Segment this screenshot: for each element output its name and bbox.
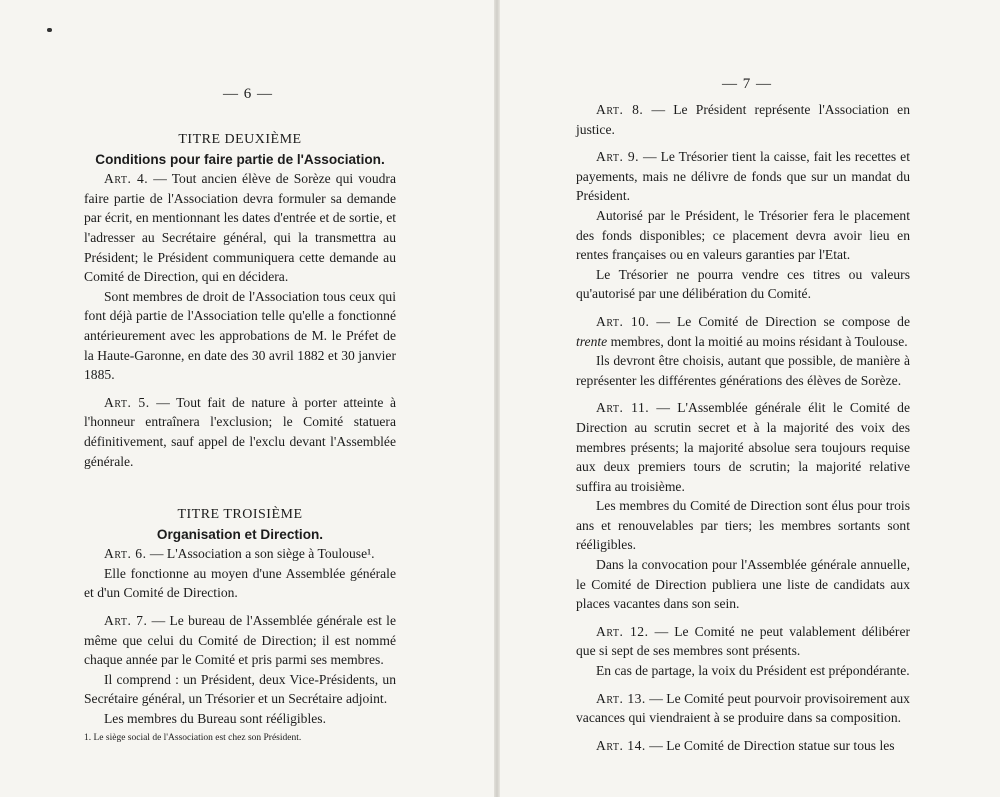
article-11-text: — L'Assemblée générale élit le Comité de Direction au scrutin secret et à la majorité des voix des membres présents; la majorité absolue sera toujours requise aux deux premiers tours de scrutin; la majorité relative suffira au troisième. xyxy=(576,400,910,494)
page-number-left: — 6 — xyxy=(223,86,273,102)
article-7-paragraph-3: Les membres du Bureau sont rééligibles. xyxy=(104,711,326,727)
article-12-text: — Le Comité ne peut valablement délibérer que si sept de ses membres sont présents. xyxy=(576,623,911,659)
article-6-label: Art. 6. xyxy=(104,546,147,562)
title-troisieme: TITRE TROISIÈME xyxy=(177,507,303,523)
article-11-label: Art. 11. xyxy=(596,400,650,416)
article-10-paragraph-2: Ils devront être choisis, autant que possible, de manière à représenter les différentes générations des élèves de Sorèze. xyxy=(576,353,910,388)
article-13 xyxy=(576,689,910,728)
article-5-text: — Tout fait de nature à porter atteinte à l'honneur entraînera l'exclusion; le Comité statuera définitivement, sauf appel de l'exclu devant l'Assemblée générale. xyxy=(84,394,396,469)
article-10-text-a: — Le Comité de Direction se compose de xyxy=(656,313,910,329)
page-left-text xyxy=(84,130,396,748)
article-10-emphasis: trente xyxy=(576,333,608,349)
page-right-text xyxy=(576,100,910,755)
article-10-label: Art. 10. xyxy=(596,313,650,329)
article-4 xyxy=(84,169,396,287)
footnote: 1. Le siège social de l'Association est chez son Président. xyxy=(84,732,302,743)
article-11-paragraph-2: Les membres du Comité de Direction sont élus pour trois ans et renouvelables par tiers; les membres sortants sont rééligibles. xyxy=(576,498,910,553)
article-7 xyxy=(84,611,396,670)
article-13-text: — Le Comité peut pourvoir provisoirement aux vacances qui viendraient à se produire dans sa composition. xyxy=(576,690,910,726)
article-9-text: — Le Trésorier tient la caisse, fait les recettes et payements, mais ne délivre de fonds que sur un mandat du Président. xyxy=(576,149,910,204)
page-right xyxy=(497,0,1000,797)
article-9 xyxy=(576,147,910,206)
article-10 xyxy=(576,312,910,351)
article-12-paragraph-2: En cas de partage, la voix du Président est prépondérante. xyxy=(596,663,910,679)
article-14 xyxy=(576,736,910,756)
article-6-text: — L'Association a son siège à Toulouse¹. xyxy=(149,546,375,562)
article-8-text: — Le Président représente l'Association en justice. xyxy=(576,102,910,137)
article-14-label: Art. 14. xyxy=(596,737,646,753)
article-10-text-b: membres, dont la moitié au moins résidant à Toulouse. xyxy=(607,333,908,349)
title-deuxieme: TITRE DEUXIÈME xyxy=(178,132,302,147)
article-13-label: Art. 13. xyxy=(596,690,646,706)
article-9-label: Art. 9. xyxy=(596,149,640,165)
article-4-label: Art. 4. xyxy=(104,171,149,187)
article-4-paragraph-2: Sont membres de droit de l'Association tous ceux qui font déjà partie de l'Association telle qu'elle a fonctionné antérieurement avec les approbations de M. le Préfet de la Haute-Garonne, en date des 30 avril 1882 et 30 janvier 1885. xyxy=(84,288,396,383)
article-8-label: Art. 8. xyxy=(596,102,644,117)
article-14-text: — Le Comité de Direction statue sur tous les xyxy=(649,737,895,753)
article-7-text: — Le bureau de l'Assemblée générale est le même que celui du Comité de Direction; il est nommé chaque année par le Comité et pris parmi ses membres. xyxy=(84,613,396,668)
article-5-label: Art. 5. xyxy=(104,394,150,410)
article-4-text: — Tout ancien élève de Sorèze qui voudra faire partie de l'Association devra formuler sa demande par écrit, en mentionnant les dates d'entrée et de sortie, et l'adresser au Secrétaire général, qui la transmettra au Président; le Président communiquera cette demande au Comité de Direction, qui en décidera. xyxy=(84,171,396,285)
article-6 xyxy=(84,544,396,564)
article-9-paragraph-2: Autorisé par le Président, le Trésorier fera le placement des fonds disponibles; ce placement devra avoir lieu en rentes françaises ou en valeurs garanties par l'Etat. xyxy=(576,207,910,263)
article-6-paragraph-2: Elle fonctionne au moyen d'une Assemblée générale et d'un Comité de Direction. xyxy=(84,565,396,601)
article-12 xyxy=(576,622,910,661)
page-left xyxy=(0,0,497,797)
article-11-paragraph-3: Dans la convocation pour l'Assemblée générale annuelle, le Comité de Direction publiera une liste de candidats aux places vacantes dans son sein. xyxy=(576,557,910,612)
article-11 xyxy=(576,398,910,496)
subtitle-conditions: Conditions pour faire partie de l'Association. xyxy=(95,151,385,167)
article-12-label: Art. 12. xyxy=(596,623,649,639)
article-8 xyxy=(576,100,910,139)
article-5 xyxy=(84,393,396,471)
article-7-paragraph-2: Il comprend : un Président, deux Vice-Présidents, un Secrétaire général, un Trésorier et un Secrétaire adjoint. xyxy=(84,671,396,707)
article-9-paragraph-3: Le Trésorier ne pourra vendre ces titres ou valeurs qu'autorisé par une délibération du Comité. xyxy=(576,266,910,302)
page-number-right: — 7 — xyxy=(722,76,772,92)
article-7-label: Art. 7. xyxy=(104,613,148,629)
subtitle-organisation: Organisation et Direction. xyxy=(156,526,324,542)
